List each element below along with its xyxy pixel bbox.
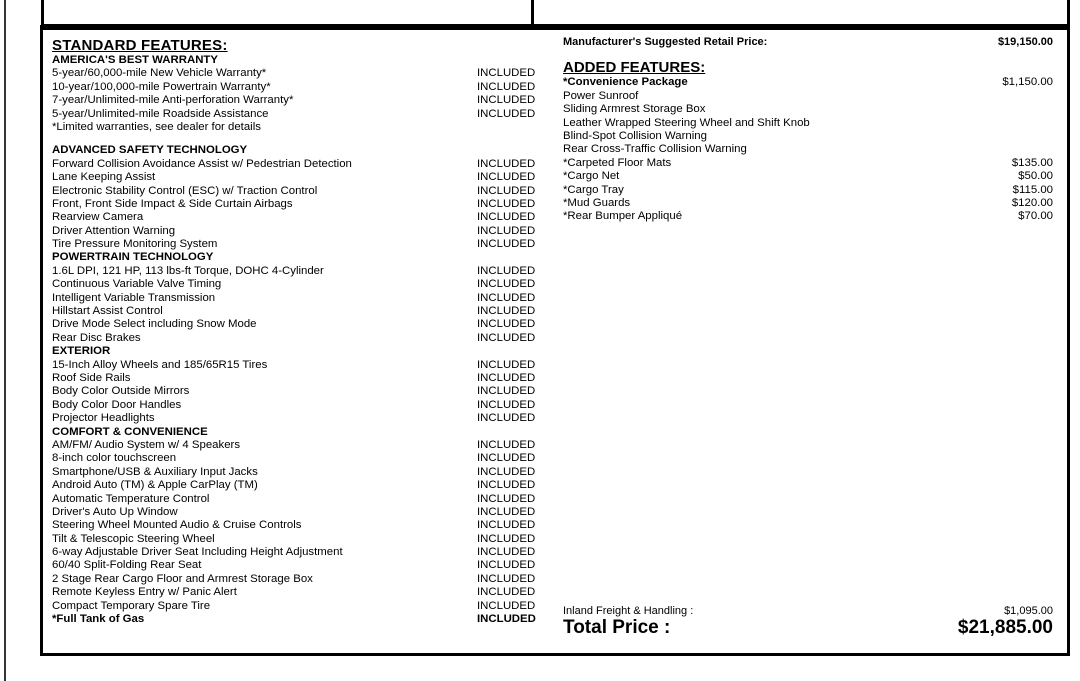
feature-row [52,412,542,425]
feature-status: INCLUDED [477,171,536,184]
added-feature-price: $135.00 [1011,156,1053,169]
feature-status: INCLUDED [477,465,536,478]
added-features-title: ADDED FEATURES: [563,59,706,77]
page-edge [4,0,6,681]
feature-status: INCLUDED [477,385,536,398]
feature-label: *Full Tank of Gas [52,613,145,626]
feature-status: INCLUDED [477,67,536,80]
feature-label: 7-year/Unlimited-mile Anti-perforation Warranty* [52,94,294,107]
added-feature-label: Power Sunroof [563,89,639,102]
feature-label: 6-way Adjustable Driver Seat Including Height Adjustment [52,546,343,559]
feature-status: INCLUDED [477,546,536,559]
added-feature-label: *Carpeted Floor Mats [563,156,672,169]
standard-features-title: STANDARD FEATURES: [52,37,228,54]
feature-row [52,278,542,291]
msrp-value: $19,150.00 [997,36,1053,48]
added-feature-row [563,90,1053,103]
added-feature-price: $1,150.00 [1002,76,1053,89]
feature-row [52,493,542,506]
feature-status: INCLUDED [477,479,536,492]
feature-label: Compact Temporary Spare Tire [52,599,211,612]
added-feature-row [563,117,1053,130]
feature-status: INCLUDED [477,331,536,344]
added-feature-label: *Rear Bumper Appliqué [563,210,683,223]
feature-status: INCLUDED [477,157,536,170]
feature-label: Driver's Auto Up Window [52,505,178,518]
feature-row [52,94,542,107]
feature-label: 15-Inch Alloy Wheels and 185/65R15 Tires [52,358,268,371]
feature-row [52,265,542,278]
standard-features [52,37,542,626]
pricing-column [563,36,1053,224]
feature-row [52,573,542,586]
feature-label: 8-inch color touchscreen [52,452,177,465]
total-row [563,618,1053,638]
feature-row [52,81,542,94]
feature-label: AM/FM/ Audio System w/ 4 Speakers [52,438,241,451]
feature-status: INCLUDED [477,452,536,465]
feature-label: Forward Collision Avoidance Assist w/ Pedestrian Detection [52,157,352,170]
feature-row [52,158,542,171]
added-feature-label: Rear Cross-Traffic Collision Warning [563,143,747,156]
section-heading: AMERICA'S BEST WARRANTY [52,54,218,66]
feature-label: 10-year/100,000-mile Powertrain Warranty* [52,80,271,93]
feature-status: INCLUDED [477,264,536,277]
freight-value: $1,095.00 [1004,605,1053,617]
feature-label: 5-year/Unlimited-mile Roadside Assistance [52,107,269,120]
totals [563,605,1053,638]
feature-row [52,238,542,251]
feature-label: Rearview Camera [52,211,144,224]
feature-label: Automatic Temperature Control [52,492,210,505]
feature-status: INCLUDED [477,238,536,251]
added-feature-label: Sliding Armrest Storage Box [563,103,706,116]
section-heading: EXTERIOR [52,345,111,358]
added-feature-row [563,184,1053,197]
feature-row [52,506,542,519]
added-feature-price: $70.00 [1018,210,1053,223]
feature-label: *Limited warranties, see dealer for details [52,120,261,133]
feature-status: INCLUDED [477,532,536,545]
added-feature-label: *Cargo Tray [563,183,624,196]
feature-status: INCLUDED [477,572,536,585]
feature-status: INCLUDED [477,613,536,626]
feature-row [52,613,542,626]
top-right-box [531,0,1070,27]
feature-row [52,332,542,345]
feature-label: Android Auto (TM) & Apple CarPlay (TM) [52,479,258,492]
feature-label: Steering Wheel Mounted Audio & Cruise Controls [52,519,302,532]
feature-status: INCLUDED [477,492,536,505]
feature-label: Projector Headlights [52,412,155,425]
section-heading: ADVANCED SAFETY TECHNOLOGY [52,144,248,157]
added-feature-row [563,170,1053,183]
feature-label: Tire Pressure Monitoring System [52,238,218,251]
added-feature-label: *Cargo Net [563,170,620,183]
feature-label: Electronic Stability Control (ESC) w/ Traction Control [52,184,318,197]
feature-status: INCLUDED [477,398,536,411]
added-feature-row [563,157,1053,170]
feature-status: INCLUDED [477,412,536,425]
feature-label: Intelligent Variable Transmission [52,291,216,304]
feature-label: Roof Side Rails [52,371,131,384]
feature-label: Front, Front Side Impact & Side Curtain Airbags [52,197,293,210]
feature-row [52,185,542,198]
feature-label: 1.6L DPI, 121 HP, 113 lbs-ft Torque, DOHC 4-Cylinder [52,264,324,277]
feature-label: 60/40 Split-Folding Rear Seat [52,559,202,572]
msrp-label: Manufacturer's Suggested Retail Price: [563,36,768,48]
added-feature-row [563,76,1053,89]
feature-row [52,466,542,479]
added-feature-label: *Mud Guards [563,196,631,209]
feature-status: INCLUDED [477,107,536,120]
feature-row [52,559,542,572]
feature-row [52,479,542,492]
feature-label: Rear Disc Brakes [52,331,141,344]
top-left-box [41,0,534,27]
section-heading: COMFORT & CONVENIENCE [52,425,208,438]
feature-status: INCLUDED [477,519,536,532]
feature-label: Continuous Variable Valve Timing [52,278,222,291]
feature-row [52,198,542,211]
feature-row [52,171,542,184]
feature-row [52,292,542,305]
added-feature-row [563,197,1053,210]
added-feature-label: Leather Wrapped Steering Wheel and Shift Knob [563,116,810,129]
added-feature-label: *Convenience Package [563,76,688,89]
feature-row [52,318,542,331]
feature-row [52,305,542,318]
feature-row [52,385,542,398]
added-feature-price: $120.00 [1011,196,1053,209]
feature-label: Hillstart Assist Control [52,305,163,318]
feature-status [477,121,542,134]
added-feature-price: $50.00 [1018,170,1053,183]
feature-label: Drive Mode Select including Snow Mode [52,318,257,331]
feature-row [52,108,542,121]
feature-status: INCLUDED [477,278,536,291]
feature-status: INCLUDED [477,291,536,304]
feature-status: INCLUDED [477,371,536,384]
added-feature-row [563,130,1053,143]
feature-status: INCLUDED [477,318,536,331]
feature-row [52,359,542,372]
feature-status: INCLUDED [477,184,536,197]
feature-row [52,439,542,452]
feature-row [52,67,542,80]
feature-status: INCLUDED [477,438,536,451]
feature-status: INCLUDED [477,224,536,237]
feature-label: 2 Stage Rear Cargo Floor and Armrest Storage Box [52,572,313,585]
feature-label: Lane Keeping Assist [52,171,156,184]
feature-status: INCLUDED [477,211,536,224]
feature-label: Smartphone/USB & Auxiliary Input Jacks [52,465,258,478]
feature-status: INCLUDED [477,505,536,518]
feature-status: INCLUDED [477,80,536,93]
feature-row [52,452,542,465]
feature-row [52,586,542,599]
feature-label: Body Color Door Handles [52,398,182,411]
feature-label: Tilt & Telescopic Steering Wheel [52,532,215,545]
feature-row [52,225,542,238]
feature-row [52,399,542,412]
feature-status: INCLUDED [477,197,536,210]
feature-status: INCLUDED [477,94,536,107]
feature-label: Driver Attention Warning [52,224,176,237]
feature-label: 5-year/60,000-mile New Vehicle Warranty* [52,67,267,80]
feature-label: Body Color Outside Mirrors [52,385,190,398]
added-feature-row [563,210,1053,223]
total-value: $21,885.00 [957,617,1053,638]
added-feature-price: $115.00 [1012,183,1053,196]
freight-label: Inland Freight & Handling : [563,605,694,617]
feature-status: INCLUDED [477,586,536,599]
feature-row [52,211,542,224]
section-gap [52,134,542,144]
added-feature-label: Blind-Spot Collision Warning [563,129,707,142]
feature-status: INCLUDED [477,305,536,318]
feature-status: INCLUDED [477,358,536,371]
feature-status: INCLUDED [477,599,536,612]
feature-row [52,372,542,385]
feature-row [52,121,542,134]
msrp-row [563,36,1053,49]
total-label: Total Price : [563,617,671,638]
section-heading: POWERTRAIN TECHNOLOGY [52,251,214,264]
added-feature-row [563,143,1053,156]
feature-row [52,533,542,546]
feature-row [52,519,542,532]
feature-label: Remote Keyless Entry w/ Panic Alert [52,586,237,599]
feature-row [52,600,542,613]
added-feature-row [563,103,1053,116]
feature-row [52,546,542,559]
added-features-list [563,76,1053,223]
feature-status: INCLUDED [477,559,536,572]
